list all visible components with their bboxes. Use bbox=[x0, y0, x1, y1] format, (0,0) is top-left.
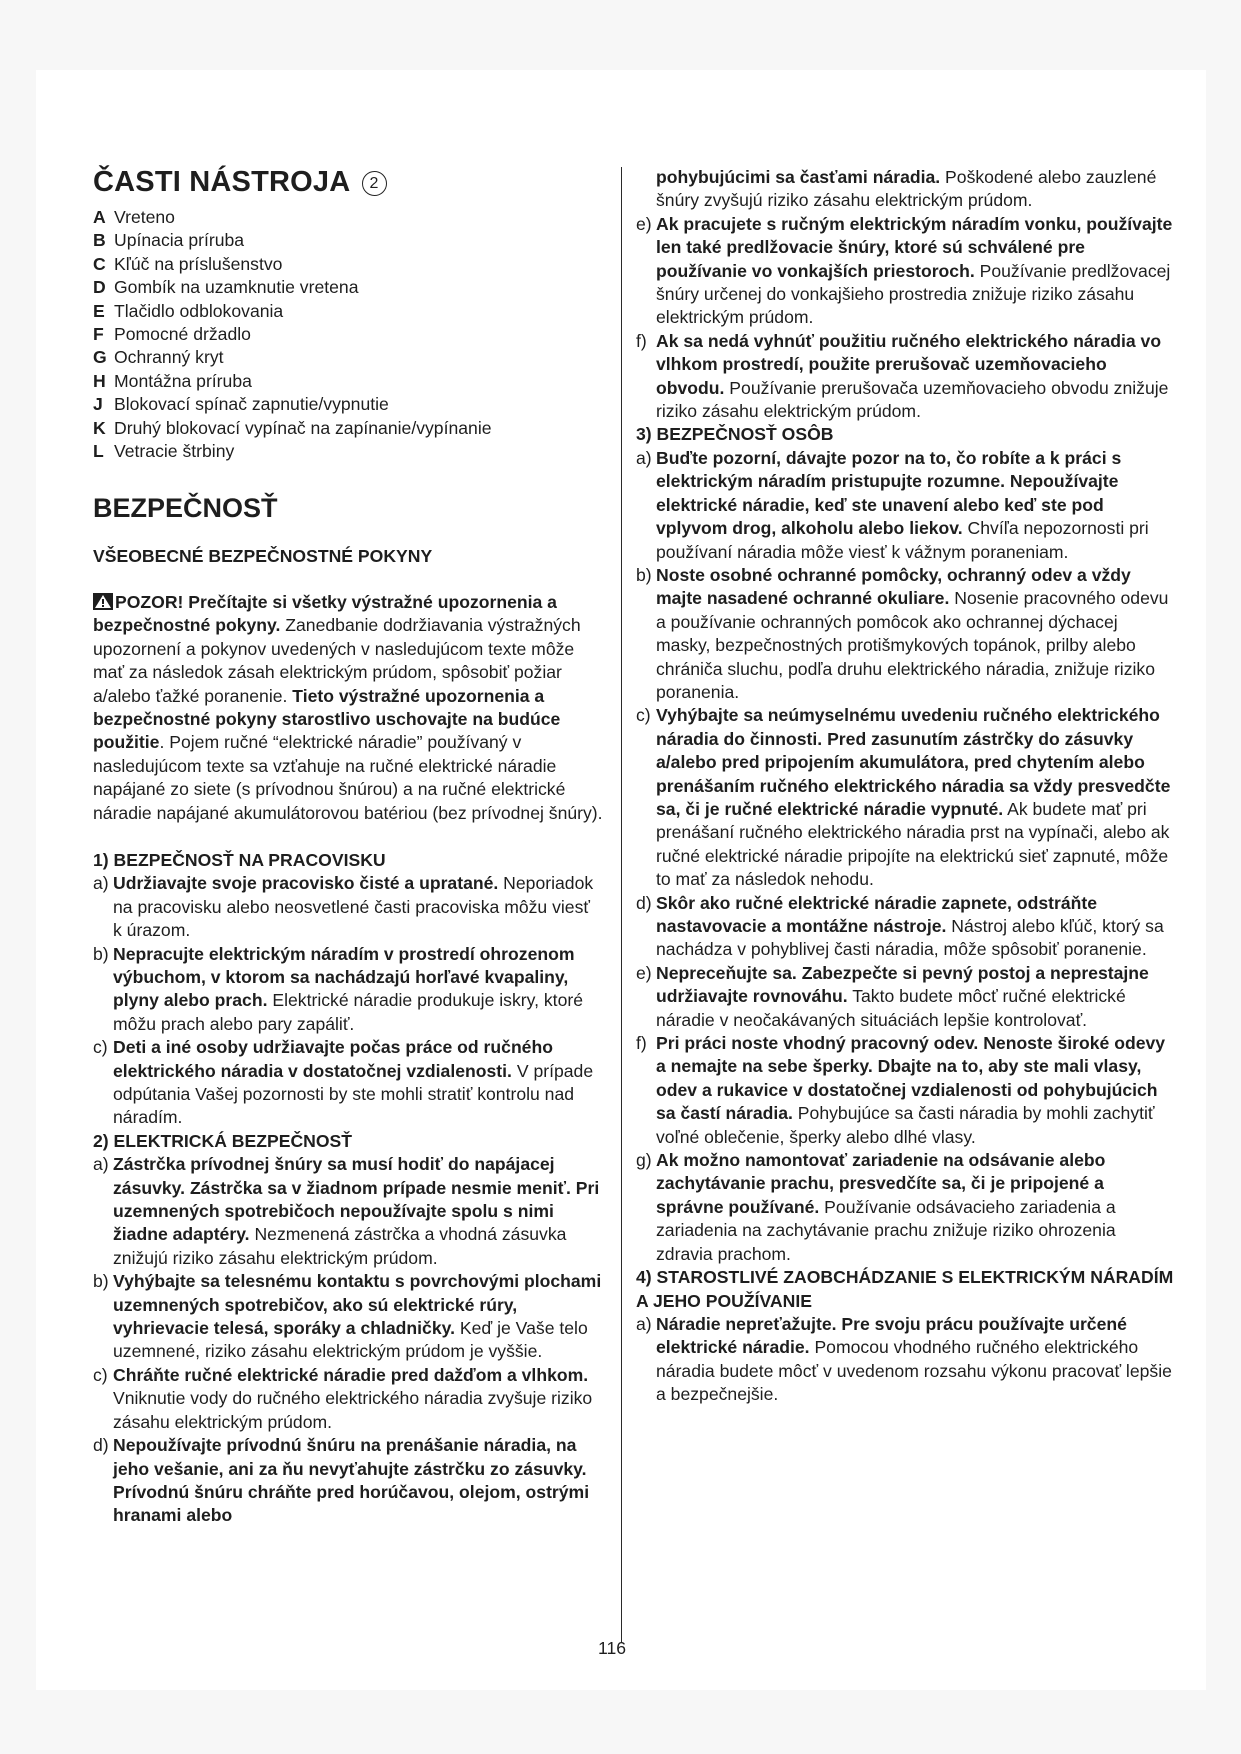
rule-letter: e) bbox=[636, 962, 652, 983]
rule-bold-text: Nepracujte elektrickým náradím v prostredí ohrozenom výbuchom, v ktorom sa nachádzajú horľavé kvapaliny, plyny alebo prach. bbox=[113, 943, 575, 1011]
rule-text: Keď je Vaše telo uzemnené, riziko zásahu elektrickým prúdom je vyššie. bbox=[113, 1318, 588, 1362]
rule-bold-text: Chráňte ručné elektrické náradie pred dažďom a vlhkom. bbox=[113, 1364, 589, 1385]
rule-text: V prípade odpútania Vašej pozornosti by ste mohli stratiť kontrolu nad náradím. bbox=[113, 1060, 594, 1128]
safety-rule-item bbox=[93, 1036, 603, 1130]
section-4-list bbox=[636, 1313, 1176, 1407]
part-key: K bbox=[93, 417, 106, 438]
parts-list-item bbox=[93, 323, 603, 346]
part-label: Vetracie štrbiny bbox=[114, 441, 235, 462]
safety-rule-item bbox=[93, 943, 603, 1037]
part-key: C bbox=[93, 253, 106, 274]
rule-text: Vniknutie vody do ručného elektrického náradia zvyšuje riziko zásahu elektrickým prúdom. bbox=[113, 1388, 593, 1432]
part-label: Montážna príruba bbox=[114, 370, 252, 391]
parts-list-item bbox=[93, 276, 603, 299]
warning-text-1: Zanedbanie dodržiavania výstražných upozornení a pokynov uvedených v nasledujúcom texte môže mať za následok zásah elektrickým prúdom, spôsobiť požiar a/alebo ťažké poranenie. bbox=[93, 615, 581, 706]
rule-text: Používanie prerušovača uzemňovacieho obvodu znižuje riziko zásahu elektrickým prúdom. bbox=[656, 377, 1169, 422]
part-key: G bbox=[93, 347, 107, 368]
section-2-list bbox=[93, 1153, 603, 1528]
section-3-list bbox=[636, 447, 1176, 1266]
rule-letter: a) bbox=[636, 1313, 652, 1334]
safety-heading: BEZPEČNOSŤ bbox=[93, 493, 278, 524]
rule-letter: f) bbox=[636, 330, 647, 351]
rule-bold-text: Deti a iné osoby udržiavajte počas práce od ručného elektrického náradia v dostatočnej vzdialenosti. bbox=[113, 1037, 553, 1081]
part-label: Vreteno bbox=[114, 207, 175, 227]
part-key: B bbox=[93, 230, 106, 251]
parts-list-item bbox=[93, 346, 603, 369]
rule-letter: d) bbox=[93, 1435, 109, 1456]
part-key: D bbox=[93, 277, 106, 298]
rule-letter: a) bbox=[636, 447, 652, 468]
parts-list-item bbox=[93, 253, 603, 276]
rule-text: Nezmenená zástrčka a vhodná zásuvka znižujú riziko zásahu elektrickým prúdom. bbox=[113, 1224, 567, 1268]
section-1-list bbox=[93, 872, 603, 1129]
rule-bold-text: Skôr ako ručné elektrické náradie zapnete, odstráňte nastavovacie a montážne nástroje. bbox=[656, 892, 1097, 936]
rule-text: Používanie odsávacieho zariadenia a zariadenia na zachytávanie prachu znižuje riziko ohrozenia zdravia prachom. bbox=[656, 1196, 1116, 1264]
section-2-list-continued bbox=[636, 213, 1176, 424]
safety-rule-item bbox=[636, 1149, 1176, 1266]
part-label: Pomocné držadlo bbox=[114, 324, 251, 345]
rule-bold-text: Udržiavajte svoje pracovisko čisté a upratané. bbox=[113, 873, 499, 894]
figure-ref-badge: 2 bbox=[362, 171, 387, 196]
parts-list-item bbox=[93, 393, 603, 416]
rule-text: Chvíľa nepozornosti pri používaní náradia môže viesť k vážnym poraneniam. bbox=[656, 518, 1149, 562]
warning-icon bbox=[93, 593, 113, 610]
part-label: Blokovací spínač zapnutie/vypnutie bbox=[114, 394, 389, 415]
rule-bold-text: Náradie nepreťažujte. Pre svoju prácu používajte určené elektrické náradie. bbox=[656, 1313, 1127, 1358]
right-column bbox=[636, 166, 1176, 1407]
rule-letter: c) bbox=[636, 705, 651, 726]
warning-text-2: . Pojem ručné “elektrické náradie” používaný v nasledujúcom texte sa vzťahuje na ručné elektrické náradie napájané zo siete (s prívodnou šnúrou) a na ručné elektrické náradie napájané akumulátorovou batériou (bez prívodnej šnúry). bbox=[93, 732, 603, 823]
rule-letter: d) bbox=[636, 892, 652, 913]
part-label: Upínacia príruba bbox=[114, 230, 245, 251]
s2d-cont-text: Poškodené alebo zauzlené šnúry zvyšujú riziko zásahu elektrickým prúdom. bbox=[656, 167, 1157, 211]
parts-list-item bbox=[93, 417, 603, 440]
rule-letter: a) bbox=[93, 873, 109, 894]
rule-letter: g) bbox=[636, 1150, 652, 1171]
safety-rule-item bbox=[636, 1032, 1176, 1149]
general-safety-subheading: VŠEOBECNÉ BEZPEČNOSTNÉ POKYNY bbox=[93, 546, 433, 567]
rule-text: Používanie predlžovacej šnúry určenej do vonkajšieho prostredia znižuje riziko zásahu elektrickým prúdom. bbox=[656, 260, 1171, 328]
part-key: J bbox=[93, 394, 103, 415]
part-label: Ochranný kryt bbox=[114, 347, 224, 368]
rule-text: Elektrické náradie produkuje iskry, ktoré môžu prach alebo pary zapáliť. bbox=[113, 990, 584, 1034]
safety-rule-item bbox=[93, 1364, 603, 1434]
rule-text: Neporiadok na pracovisku alebo neosvetlené časti pracoviska môžu viesť k úrazom. bbox=[113, 873, 594, 941]
left-column bbox=[93, 164, 603, 1528]
safety-rule-item bbox=[636, 892, 1176, 962]
safety-rule-item bbox=[93, 1153, 603, 1270]
rule-letter: b) bbox=[636, 564, 652, 585]
section-3-title: 3) BEZPEČNOSŤ OSÔB bbox=[636, 424, 834, 445]
parts-list-item bbox=[93, 206, 603, 229]
safety-rule-item bbox=[636, 447, 1176, 564]
rule-text: Pomocou vhodného ručného elektrického náradia budete môcť v uvedenom rozsahu výkonu pracovať lepšie a bezpečnejšie. bbox=[656, 1337, 1172, 1405]
safety-rule-item bbox=[636, 1313, 1176, 1407]
parts-title: ČASTI NÁSTROJA bbox=[93, 166, 350, 198]
column-divider bbox=[621, 167, 622, 1643]
rule-text: Nosenie pracovného odevu a používanie ochranných pomôcok ako ochrannej dýchacej masky, bezpečnostných protišmykových topánok, prilby alebo chrániča sluchu, podľa druhu elektrického náradia, znižuje riziko poranenia. bbox=[656, 588, 1169, 702]
parts-list bbox=[93, 206, 603, 463]
part-key: A bbox=[93, 207, 106, 227]
part-label: Tlačidlo odblokovania bbox=[114, 300, 284, 321]
safety-rule-item bbox=[93, 1270, 603, 1364]
rule-text: Nástroj alebo kľúč, ktorý sa nachádza v pohyblivej časti náradia, môže spôsobiť poranenie. bbox=[656, 916, 1164, 960]
rule-letter: c) bbox=[93, 1364, 108, 1385]
rule-bold-text: Ak možno namontovať zariadenie na odsávanie alebo zachytávanie prachu, presvedčíte sa, či je pripojené a správne používané. bbox=[656, 1150, 1106, 1217]
part-key: L bbox=[93, 441, 104, 462]
rule-bold-text: Ak sa nedá vyhnúť použitiu ručného elektrického náradia vo vlhkom prostredí, použite prerušovač uzemňovacieho obvodu. bbox=[656, 330, 1162, 398]
part-label: Kľúč na príslušenstvo bbox=[114, 253, 283, 274]
part-key: E bbox=[93, 300, 105, 321]
rule-bold-text: Pri práci noste vhodný pracovný odev. Nenoste široké odevy a nemajte na sebe šperky. Dbajte na to, aby ste mali vlasy, odev a rukavice v dostatočnej vzdialenosti od pohybujúcich sa častí náradia. bbox=[656, 1033, 1166, 1124]
part-key: H bbox=[93, 370, 106, 391]
rule-text: Takto budete môcť ručné elektrické náradie v neočakávaných situáciách lepšie kontrolovať. bbox=[656, 986, 1126, 1030]
parts-list-item bbox=[93, 300, 603, 323]
rule-letter: b) bbox=[93, 943, 109, 964]
section-1-title: 1) BEZPEČNOSŤ NA PRACOVISKU bbox=[93, 849, 386, 870]
page-number: 116 bbox=[598, 1638, 627, 1658]
rule-letter: b) bbox=[93, 1271, 109, 1292]
section-2-title: 2) ELEKTRICKÁ BEZPEČNOSŤ bbox=[93, 1130, 353, 1151]
safety-rule-item bbox=[636, 962, 1176, 1032]
rule-letter: f) bbox=[636, 1033, 647, 1054]
part-label: Druhý blokovací vypínač na zapínanie/vypínanie bbox=[114, 417, 492, 438]
safety-rule-item bbox=[636, 704, 1176, 891]
section-2d-continuation bbox=[636, 166, 1176, 213]
rule-bold-text: Neprecеňujte sa. Zabezpečte si pevný postoj a neprestajne udržiavajte rovnováhu. bbox=[656, 962, 1149, 1007]
rule-bold-text: Buďte pozorní, dávajte pozor na to, čo robíte a k práci s elektrickým náradím pristupujte rozumne. Nepoužívajte elektrické náradie, keď ste unavení alebo keď ste pod vplyvom drog, alkoholu alebo liekov. bbox=[656, 447, 1122, 539]
s2d-cont-bold: pohybujúcimi sa časťami náradia. bbox=[656, 167, 941, 187]
safety-rule-item bbox=[93, 1434, 603, 1528]
rule-bold-text: Ak pracujete s ručným elektrickým náradím vonku, používajte len také predlžovacie šnúry, ktoré sú schválené pre používanie vo vonkajších priestoroch. bbox=[656, 213, 1173, 281]
warning-bold-2: Tieto výstražné upozornenia a bezpečnostné pokyny starostlivo uschovajte na budúce použitie bbox=[93, 685, 561, 753]
rule-text: Ak budete mať pri prenášaní ručného elektrického náradia prst na vypínači, alebo ak ručné elektrické náradie pripojíte na elektrickú sieť zapnuté, môže to mať za následok nehodu. bbox=[656, 798, 1170, 890]
rule-bold-text: Nepoužívajte prívodnú šnúru na prenášanie náradia, na jeho vešanie, ani za ňu nevyťahujte zástrčku zo zásuvky. Prívodnú šnúru chráňte pred horúčavou, olejom, ostrými hranami alebo bbox=[113, 1435, 590, 1526]
parts-heading bbox=[93, 164, 603, 200]
rule-text: Pohybujúce sa časti náradia by mohli zachytiť voľné oblečenie, šperky alebo dlhé vlasy. bbox=[656, 1103, 1155, 1147]
safety-rule-item bbox=[636, 330, 1176, 424]
parts-list-item bbox=[93, 370, 603, 393]
rule-bold-text: Noste osobné ochranné pomôcky, ochranný odev a vždy majte nasadené ochranné okuliare. bbox=[656, 564, 1131, 609]
rule-letter: e) bbox=[636, 213, 652, 234]
rule-letter: a) bbox=[93, 1154, 109, 1175]
part-label: Gombík na uzamknutie vretena bbox=[114, 277, 359, 298]
parts-list-item bbox=[93, 229, 603, 252]
rule-bold-text: Zástrčka prívodnej šnúry sa musí hodiť do napájacej zásuvky. Zástrčka sa v žiadnom prípade nesmie meniť. Pri uzemnených spotrebičoch nepoužívajte spolu s nimi žiadne adaptéry. bbox=[113, 1154, 600, 1245]
rule-letter: c) bbox=[93, 1037, 108, 1058]
rule-bold-text: Vyhýbajte sa neúmyselnému uvedeniu ručného elektrického náradia do činnosti. Pred zasunutím zástrčky do zásuvky a/alebo pred pripojením akumulátora, pred chytením alebo prenášaním ručného elektrického náradia sa vždy presvedčte sa, či je ručné elektrické náradie vypnuté. bbox=[656, 705, 1171, 819]
parts-list-item bbox=[93, 440, 603, 463]
general-warning-paragraph bbox=[93, 591, 603, 825]
section-4-title: 4) STAROSTLIVÉ ZAOBCHÁDZANIE S ELEKTRICKÝM NÁRADÍM A JEHO POUŽÍVANIE bbox=[636, 1267, 1174, 1311]
safety-rule-item bbox=[636, 213, 1176, 330]
warning-bold-1: POZOR! Prečítajte si všetky výstražné upozornenia a bezpečnostné pokyny. bbox=[93, 591, 557, 636]
rule-bold-text: Vyhýbajte sa telesnému kontaktu s povrchovými plochami uzemnených spotrebičov, ako sú elektrické rúry, vyhrievacie telesá, sporáky a chladničky. bbox=[113, 1271, 602, 1339]
part-key: F bbox=[93, 324, 104, 345]
safety-rule-item bbox=[636, 564, 1176, 704]
safety-rule-item bbox=[93, 872, 603, 942]
